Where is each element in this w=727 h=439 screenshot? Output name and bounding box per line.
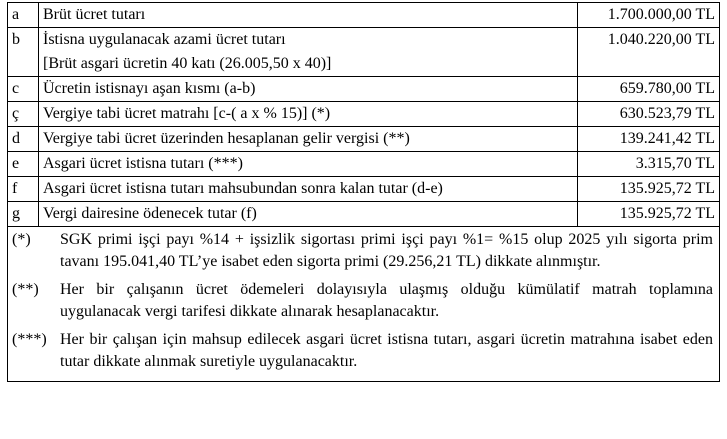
row-code: e: [8, 152, 39, 177]
row-amount: 135.925,72 TL: [578, 202, 720, 227]
row-description: Ücretin istisnayı aşan kısmı (a-b): [39, 77, 578, 102]
row-amount: 659.780,00 TL: [578, 77, 720, 102]
row-code: c: [8, 77, 39, 102]
table-row: [8, 77, 720, 102]
row-code: f: [8, 177, 39, 202]
table-row: [8, 127, 720, 152]
table-row: [8, 28, 720, 77]
tax-calculation-document: [7, 2, 720, 382]
row-code: ç: [8, 102, 39, 127]
row-code: d: [8, 127, 39, 152]
row-amount: 1.040.220,00 TL: [578, 28, 720, 77]
row-amount: 139.241,42 TL: [578, 127, 720, 152]
row-amount: 630.523,79 TL: [578, 102, 720, 127]
table-row: [8, 3, 720, 28]
row-description: Asgari ücret istisna tutarı mahsubundan sonra kalan tutar (d-e): [39, 177, 578, 202]
calculation-table: [7, 2, 720, 227]
row-description: [39, 28, 578, 77]
row-description: Brüt ücret tutarı: [39, 3, 578, 28]
row-code: a: [8, 3, 39, 28]
row-description-line: İstisna uygulanacak azami ücret tutarı: [43, 31, 286, 48]
footnote-text: Her bir çalışan için mahsup edilecek asgari ücret istisna tutarı, asgari ücretin matrahına isabet eden tutar dikkate alınmak suretiyle uygulanacaktır.: [60, 331, 713, 370]
row-description: Vergiye tabi ücret matrahı [c-( a x % 15)] (*): [39, 102, 578, 127]
row-description: Asgari ücret istisna tutarı (***): [39, 152, 578, 177]
row-description: Vergiye tabi ücret üzerinden hesaplanan gelir vergisi (**): [39, 127, 578, 152]
row-description: Vergi dairesine ödenecek tutar (f): [39, 202, 578, 227]
row-code: g: [8, 202, 39, 227]
footnote: [12, 279, 713, 323]
footnote-text: SGK primi işçi payı %14 + işsizlik sigortası primi işçi payı %1= %15 olup 2025 yılı sigorta prim tavanı 195.041,40 TL’ye isabet eden sigorta primi (29.256,21 TL) dikkate alınmıştır.: [60, 231, 713, 270]
footnote: [12, 229, 713, 273]
footnote-text: Her bir çalışanın ücret ödemeleri dolayısıyla ulaşmış olduğu kümülatif matrah toplamına uygulanacak vergi tarifesi dikkate alınarak hesaplanacaktır.: [60, 281, 713, 320]
footnote-mark: (*): [12, 231, 31, 248]
footnote-mark: (**): [12, 281, 39, 298]
footnote: [12, 329, 713, 373]
table-row: [8, 102, 720, 127]
row-description-subline: [Brüt asgari ücretin 40 katı (26.005,50 x 40)]: [43, 55, 332, 72]
table-row: [8, 152, 720, 177]
row-amount: 135.925,72 TL: [578, 177, 720, 202]
row-amount: 1.700.000,00 TL: [578, 3, 720, 28]
footnotes: [7, 227, 720, 382]
row-amount: 3.315,70 TL: [578, 152, 720, 177]
row-code: b: [8, 28, 39, 77]
table-row: [8, 177, 720, 202]
table-row: [8, 202, 720, 227]
footnote-mark: (***): [12, 331, 47, 348]
